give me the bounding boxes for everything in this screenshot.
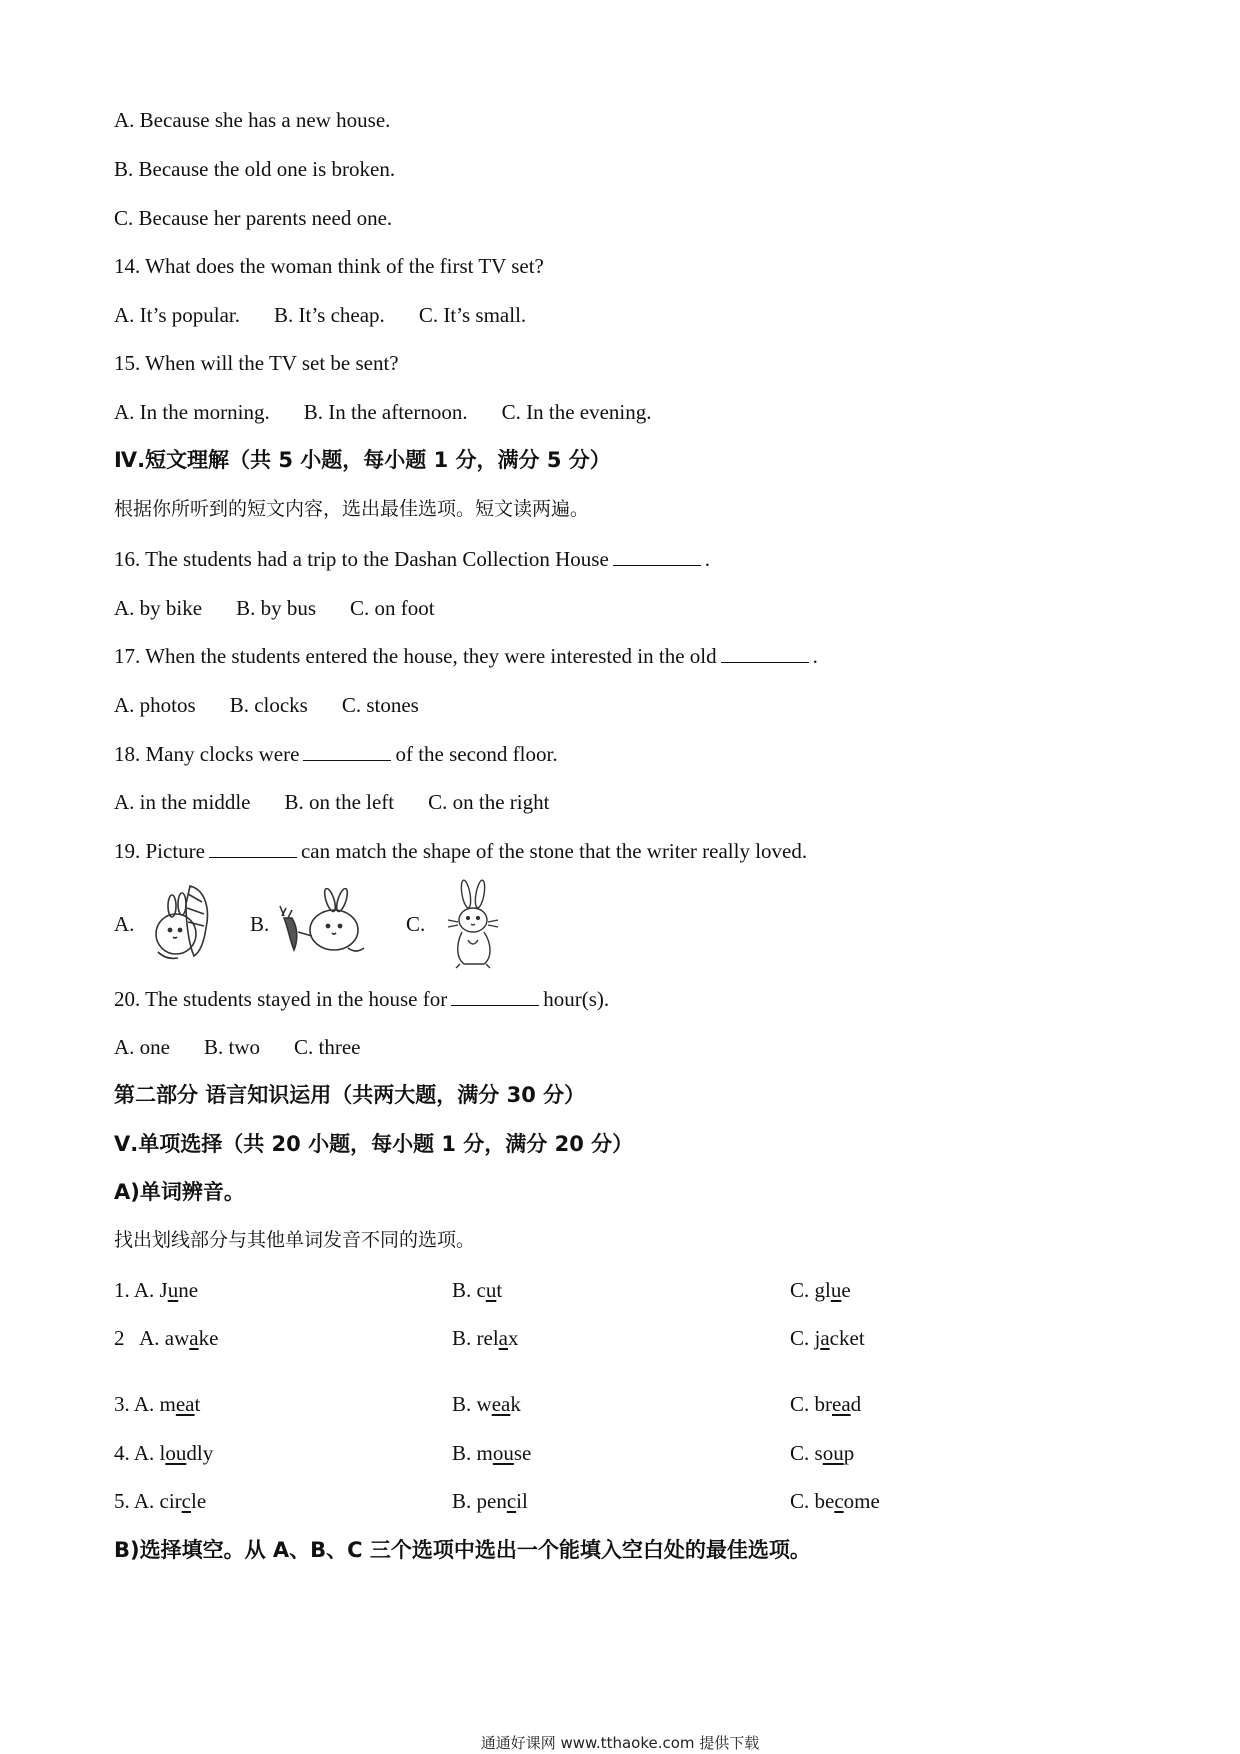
pron-4-a: 4. A. loudly [114,1441,214,1465]
pron-4-b: B. mouse [452,1441,532,1465]
q20-end: hour(s). [543,987,610,1011]
q14-options [114,305,560,326]
q13-option-c: C. Because her parents need one. [114,206,393,230]
pron-4-c: C. soup [790,1441,855,1465]
section4-instruction: 根据你所听到的短文内容，选出最佳选项。短文读两遍。 [114,498,590,520]
q18-options [114,792,583,813]
q20-text: 20. The students stayed in the house for [114,987,448,1011]
q20-options [114,1037,395,1058]
q17-question [114,646,818,667]
rabbit-with-carrot-picture-b [278,888,370,958]
q17-options [114,695,453,716]
q16-blank [613,564,701,566]
q20-option-b: B. two [204,1035,261,1059]
pron-1-b: B. cut [452,1278,503,1302]
q17-option-c: C. stones [341,693,419,717]
q20-option-a: A. one [114,1035,170,1059]
section5-heading: Ⅴ.单项选择（共 20 小题，每小题 1 分，满分 20 分） [114,1132,634,1156]
q16-end: . [704,547,711,571]
q16-option-a: A. by bike [114,596,203,620]
q17-option-a: A. photos [114,693,196,717]
pron-1-c: C. glue [790,1278,851,1302]
page-footer: 通通好课网 www.tthaoke.com 提供下载 [480,1734,760,1752]
q16-text: 16. The students had a trip to the Dashan Collection House [114,547,609,571]
q18-blank [303,759,391,761]
section4-heading: Ⅳ.短文理解（共 5 小题，每小题 1 分，满分 5 分） [114,448,611,472]
q15-options [114,402,686,423]
pron-2-a: 2 A. awake [114,1326,219,1350]
pron-3-b: B. weak [452,1392,521,1416]
q16-question [114,549,710,570]
q17-end: . [812,644,818,668]
sub-a-instruction: 找出划线部分与其他单词发音不同的选项。 [114,1229,476,1251]
pron-2-b: B. relax [452,1326,519,1350]
q17-blank [721,661,809,663]
q20-blank [451,1004,539,1006]
pron-3-c: C. bread [790,1392,862,1416]
q14-option-b: B. It’s cheap. [274,303,385,327]
q18-end: of the second floor. [395,742,558,766]
q19-question [114,841,807,862]
q14-question: 14. What does the woman think of the first TV set? [114,254,544,278]
pron-5-b: B. pencil [452,1489,528,1513]
part2-heading: 第二部分 语言知识运用（共两大题，满分 30 分） [114,1083,586,1107]
q14-option-c: C. It’s small. [418,303,527,327]
q15-option-b: B. In the afternoon. [303,400,468,424]
sub-b-heading: B)选择填空。从 A、B、C 三个选项中选出一个能填入空白处的最佳选项。 [114,1538,811,1562]
pron-2-c: C. jacket [790,1326,865,1350]
q16-options [114,598,469,619]
q15-option-c: C. In the evening. [501,400,652,424]
q15-question: 15. When will the TV set be sent? [114,351,399,375]
q20-question [114,989,609,1010]
q18-option-a: A. in the middle [114,790,251,814]
q17-option-b: B. clocks [229,693,308,717]
pron-1-a: 1. A. June [114,1278,199,1302]
q18-text: 18. Many clocks were [114,742,300,766]
q19-label-b: B. [250,912,270,936]
q19-label-c: C. [406,912,426,936]
sub-a-heading: A)单词辨音。 [114,1180,245,1204]
q19-text: 19. Picture [114,839,205,863]
rabbit-picture-c [440,878,506,970]
q18-option-b: B. on the left [284,790,395,814]
q14-option-a: A. It’s popular. [114,303,240,327]
q19-blank [209,856,297,858]
q19-label-a: A. [114,912,135,936]
q16-option-c: C. on foot [350,596,435,620]
q16-option-b: B. by bus [236,596,317,620]
pron-3-a: 3. A. meat [114,1392,201,1416]
q13-option-a: A. Because she has a new house. [114,108,391,132]
q18-question [114,744,558,765]
pron-5-c: C. become [790,1489,880,1513]
q18-option-c: C. on the right [428,790,550,814]
pron-5-a: 5. A. circle [114,1489,207,1513]
q17-text: 17. When the students entered the house, they were interested in the old [114,644,717,668]
q20-option-c: C. three [294,1035,361,1059]
q19-end: can match the shape of the stone that the writer really loved. [300,839,808,863]
q13-option-b: B. Because the old one is broken. [114,157,396,181]
q15-option-a: A. In the morning. [114,400,270,424]
rabbit-with-carrot-picture-a [144,880,216,962]
